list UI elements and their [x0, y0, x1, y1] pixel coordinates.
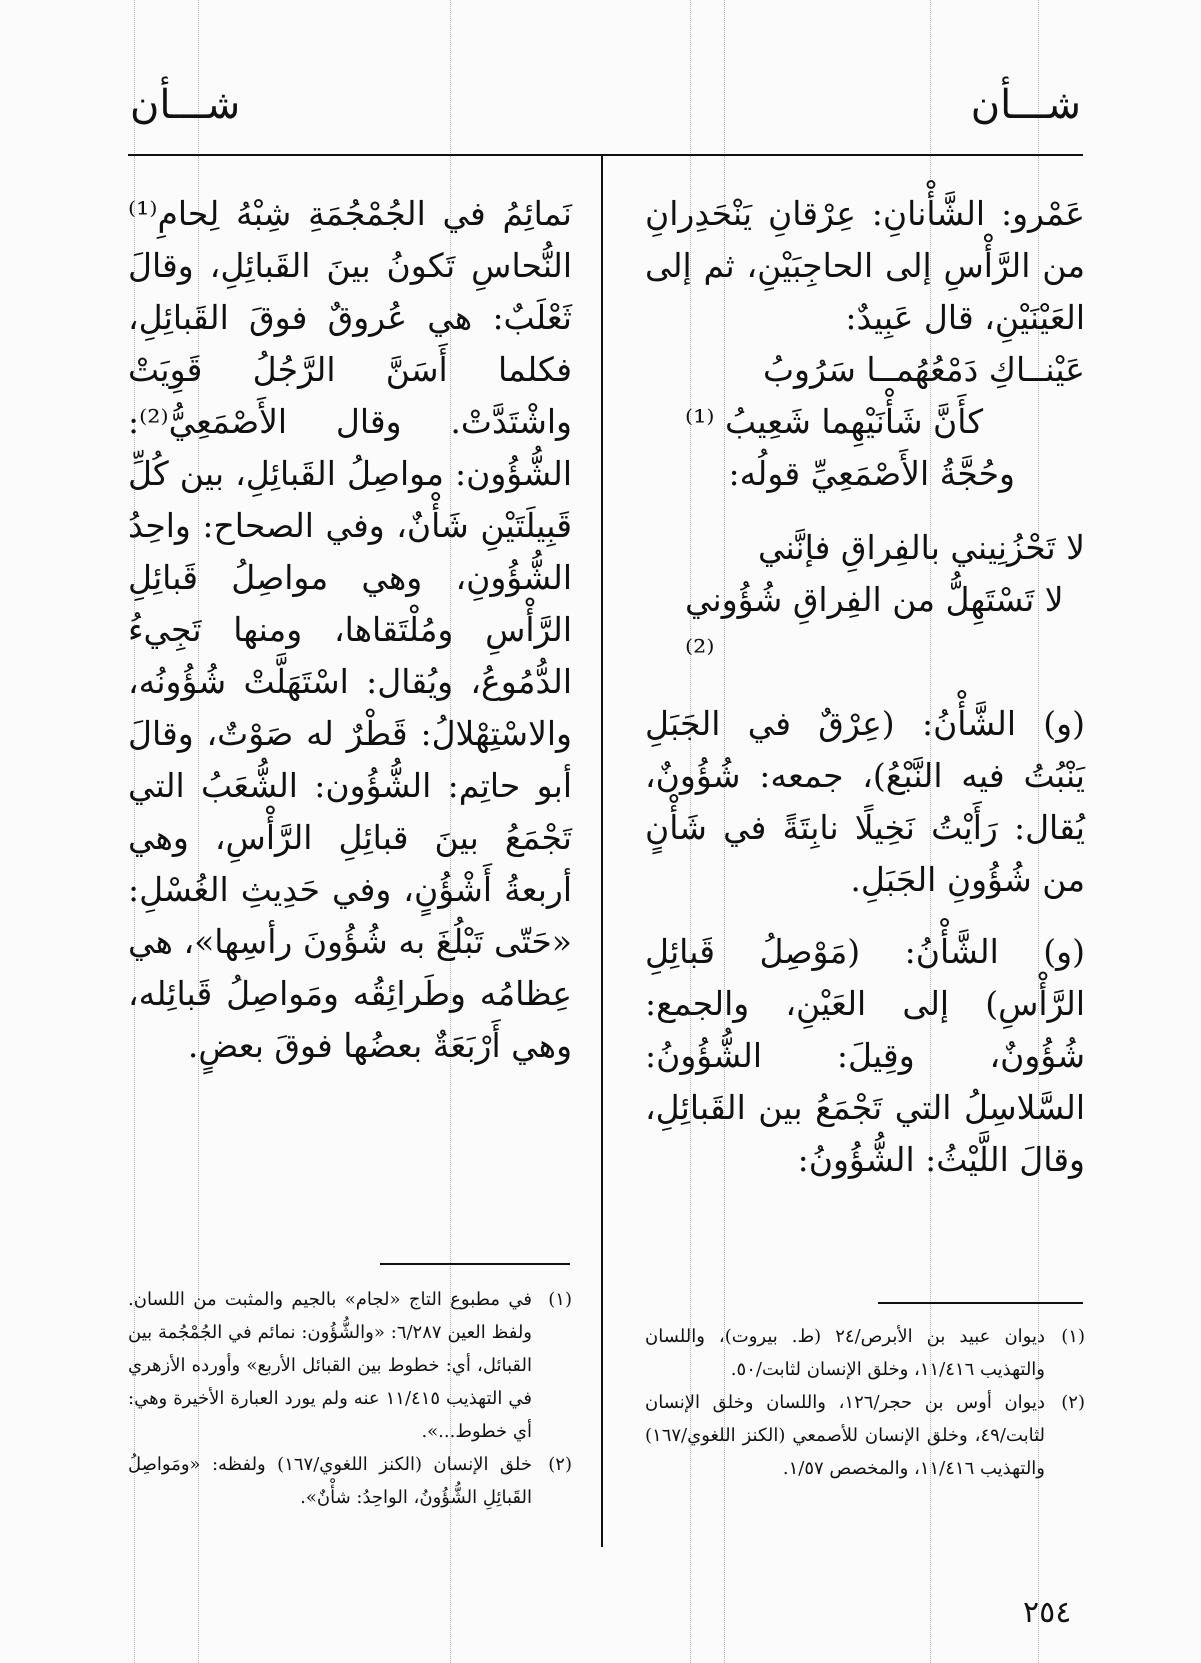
footnote-number: (١) [548, 1289, 572, 1310]
footnote-number: (١) [1061, 1326, 1085, 1347]
verse-line: لا تَسْتَهِلُّ من الفِراقِ شُؤُوني ⁽²⁾ [685, 580, 1064, 671]
footnotes-right [645, 1320, 1085, 1485]
paragraph: وحُجَّةُ الأَصْمَعِيِّ قولُه: [728, 454, 1015, 493]
left-column [128, 188, 572, 1072]
verse-line: لا تَحْزُنِيني بالفِراقِ فإنَّني [757, 528, 1085, 567]
footnotes-left [128, 1283, 572, 1514]
page-number: ٢٥٤ [1023, 1595, 1072, 1630]
footnote-text: ديوان أوس بن حجر/١٢٦، واللسان وخلق الإنسان لثابت/٤٩، وخلق الإنسان للأصمعي (الكنز اللغوي/١٦٧) والتهذيب ١١/٤١٦، والمخصص ١/٥٧. [645, 1392, 1045, 1479]
right-column [645, 188, 1085, 1186]
paragraph: (و) الشَّأْنُ: (عِرْقٌ في الجَبَلِ يَنْبُتُ فيه النَّبْعُ)، جمعه: شُؤُونٌ، يُقال: رَأَيْتُ نَخِيلًا نابِتَةً في شَأْنٍ من شُؤُونِ الجَبَلِ. [645, 704, 1085, 899]
paragraph: عَمْرو: الشَّأْنانِ: عِرْقانِ يَنْحَدِرانِ من الرَّأْسِ إلى الحاجِبَيْنِ، ثم إلى العَيْنَيْنِ، قال عَبِيدٌ: [645, 194, 1085, 337]
running-header-left: شـــأن [130, 82, 241, 128]
footnote [645, 1386, 1085, 1485]
footnote-rule [878, 1302, 1083, 1304]
running-header-right: شـــأن [970, 82, 1081, 128]
footnote [128, 1283, 572, 1448]
footnote-text: خلق الإنسان (الكنز اللغوي/١٦٧) ولفظه: «ومَواصِلُ القَبائِلِ الشُّؤُونُ، الواحِدُ: شأْنٌ». [128, 1454, 532, 1508]
column-divider [601, 155, 603, 1547]
footnote-rule [380, 1263, 570, 1265]
footnote [645, 1320, 1085, 1386]
footnote-number: (٢) [1061, 1392, 1085, 1413]
footnote-text: في مطبوع التاج «لجام» بالجيم والمثبت من اللسان. ولفظ العين ٦/٢٨٧: «والشُّؤُون: نمائم في الجُمْجُمة بين القبائل، أي: خطوط بين القبائل الأربع» وأورده الأزهري في التهذيب ١١/٤١٥ عنه ولم يورد العبارة الأخيرة وهي: أي خطوط...». [128, 1289, 532, 1442]
paragraph: نَمائِمُ في الجُمْجُمَةِ شِبْهُ لِحامِ⁽¹⁾ النُّحاسِ تَكونُ بينَ القَبائِلِ، وقالَ ثَعْلَبٌ: هي عُروقٌ فوقَ القَبائِلِ، فكلما أَسَنَّ الرَّجُلُ قَوِيَتْ واشْتَدَّتْ. وقال الأَصْمَعِيُّ⁽²⁾: الشُّؤُون: مواصِلُ القَبائِلِ، بين كُلِّ قَبِيلَتَيْنِ شَأْنٌ، وفي الصحاح: واحِدُ الشُّؤُونِ، وهي مواصِلُ قَبائِلِ الرَّأْسِ ومُلْتَقاها، ومنها تَجِيءُ الدُّمُوعُ، ويُقال: اسْتَهَلَّتْ شُؤُونُه، والاسْتِهْلالُ: قَطْرٌ له صَوْتٌ، وقالَ أبو حاتِم: الشُّؤُون: الشُّعَبُ التي تَجْمَعُ بينَ قبائِلِ الرَّأْسِ، وهي أربعةُ أَشْؤُنٍ، وفي حَدِيثِ الغُسْلِ: «حَتّى تَبْلُغَ به شُؤُونَ رأسِها»، هي عِظامُه وطَرائِقُه ومَواصِلُ قَبائِله، وهي أَرْبَعَةٌ بعضُها فوقَ بعضٍ. [128, 194, 572, 1065]
footnote-text: ديوان عبيد بن الأبرص/٢٤ (ط. بيروت)، واللسان والتهذيب ١١/٤١٦، وخلق الإنسان لثابت/٥٠. [645, 1326, 1045, 1380]
verse-line: كأَنَّ شَأْنَيْهِما شَعِيبُ ⁽¹⁾ [685, 402, 984, 441]
footnote-number: (٢) [548, 1454, 572, 1475]
header-rule [128, 154, 1083, 156]
verse-line: عَيْنــاكِ دَمْعُهُمــا سَرُوبُ [762, 350, 1085, 389]
paragraph: (و) الشَّأْنُ: (مَوْصِلُ قَبائِلِ الرَّأْسِ) إلى العَيْنِ، والجمع: شُؤُونٌ، وقِيلَ: الشُّؤُونُ: السَّلاسِلُ التي تَجْمَعُ بين القَبائِلِ، وقالَ اللَّيْثُ: الشُّؤُونُ: [645, 932, 1085, 1179]
footnote [128, 1448, 572, 1514]
